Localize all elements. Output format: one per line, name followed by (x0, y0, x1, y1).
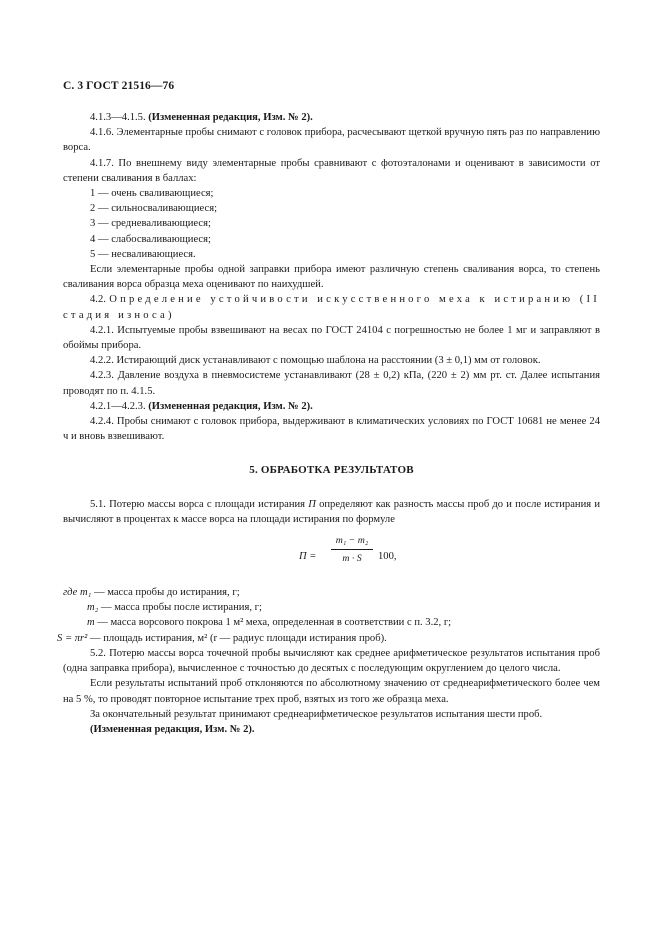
paragraph-5-1 (63, 497, 600, 527)
amendment-note: (Измененная редакция, Изм. № 2). (90, 723, 255, 735)
definition-row (63, 600, 600, 615)
definition-row (57, 631, 600, 646)
scale-item: 4 — слабосваливающиеся; (90, 233, 211, 245)
clause-number: 4.2. (90, 294, 110, 306)
paragraph-4-2 (63, 292, 600, 322)
paragraph-4-1-6: 4.1.6. Элементарные пробы снимают с головок прибора, расчесывают щеткой вручную пять раз по направлению ворса. (63, 127, 600, 154)
text-run: 5.1. Потерю массы ворса с площади истирания (90, 498, 309, 510)
definition-text: — масса пробы после истирания, г; (98, 602, 262, 614)
formula-multiplier: 100, (378, 551, 397, 563)
definition-symbol: где m₁ (63, 587, 92, 599)
paragraph-worst-grade: Если элементарные пробы одной заправки прибора имеют различную степень сваливания ворса, то степень сваливания ворса образца меха оценивают по наихудшей. (63, 264, 600, 291)
clause-number: 4.2.1—4.2.3. (90, 400, 149, 412)
definition-symbol: S = πr² (57, 632, 88, 644)
clause-number: 4.1.3—4.1.5. (90, 112, 149, 123)
definition-symbol: m₂ (87, 602, 99, 614)
formula-numerator: m₁ − m₂ (331, 533, 373, 550)
loss-formula (63, 533, 600, 581)
scale-item: 1 — очень сваливающиеся; (90, 188, 214, 200)
paragraph-4-2-3: 4.2.3. Давление воздуха в пневмосистеме устанавливают (28 ± 0,2) кПа, (220 ± 2) мм рт. ст. Далее испытания проводят по п. 4.1.5. (63, 370, 600, 397)
paragraph-4-2-1: 4.2.1. Испытуемые пробы взвешивают на весах по ГОСТ 24104 с погрешностью не более 1 мг и заправляют в обоймы прибора. (63, 324, 600, 352)
paragraph-final-result: За окончательный результат принимают среднеарифметическое результатов испытания шести проб. (90, 708, 543, 720)
definition-text: — масса ворсового покрова 1 м² меха, определенная в соответствии с п. 3.2, г; (94, 617, 452, 629)
paragraph-4-1-7: 4.1.7. По внешнему виду элементарные пробы сравнивают с фотоэталонами и оценивают в зависимости от степени сваливания в баллах: (63, 157, 600, 184)
amendment-note: (Измененная редакция, Изм. № 2). (148, 400, 313, 412)
paragraph-4-2-2: 4.2.2. Истирающий диск устанавливают с помощью шаблона на расстоянии (3 ± 0,1) мм от головок. (90, 355, 541, 367)
paragraph-4-2-1-3 (63, 399, 600, 414)
paragraph-4-2-4: 4.2.4. Пробы снимают с головок прибора, выдерживают в климатических условиях по ГОСТ 10681 не менее 24 ч и вновь взвешивают. (63, 416, 600, 443)
definition-text: — масса пробы до истирания, г; (91, 587, 240, 599)
page-header: С. 3 ГОСТ 21516—76 (63, 80, 175, 92)
section-heading: 5. ОБРАБОТКА РЕЗУЛЬТАТОВ (249, 464, 414, 477)
definition-text: — площадь истирания, м² (r — радиус площади истирания проб). (87, 632, 387, 644)
paragraph-4-1-3 (63, 110, 600, 125)
formula-definitions (57, 585, 600, 646)
paragraph-deviation: Если результаты испытаний проб отклоняются по абсолютному значению от среднеарифметического более чем на 5 %, то проводят повторное испытание трех проб, взятых из того же образца меха. (63, 678, 600, 705)
document-body (57, 110, 600, 737)
definition-row (63, 585, 600, 600)
definition-symbol: m (87, 617, 95, 629)
definition-row (63, 615, 600, 630)
formula-denominator: m · S (342, 553, 362, 565)
text-run: определяют как разность массы проб до и после истирания и вычисляют в процентах к массе ворса на площади истирания по формуле (63, 498, 600, 525)
scale-item: 2 — сильносваливающиеся; (90, 203, 218, 215)
paragraph-5-2: 5.2. Потерю массы ворса точечной пробы вычисляют как среднее арифметическое результатов испытания проб (одна заправка прибора), вычисленное с точностью до десятых с последующим округлением до целого числа. (63, 647, 600, 675)
clause-title-spaced: Определение устойчивости искусственного меха к истиранию (II стадия износа) (63, 294, 600, 321)
felting-scale-list (63, 186, 600, 262)
formula-lhs: П = (299, 551, 317, 563)
formula-fraction (331, 533, 373, 566)
scale-item: 3 — средневаливающиеся; (90, 218, 211, 230)
amendment-note: (Измененная редакция, Изм. № 2). (148, 112, 313, 123)
symbol-p: П (308, 498, 316, 510)
scale-item: 5 — несваливающиеся. (90, 248, 196, 260)
